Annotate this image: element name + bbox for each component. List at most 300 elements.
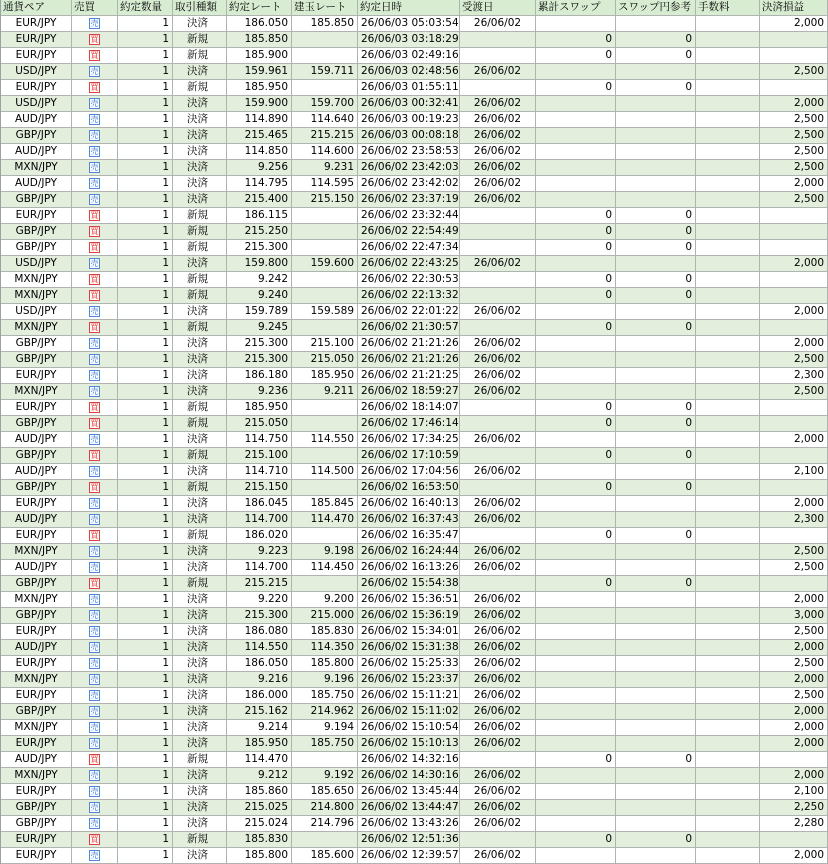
column-header-side[interactable]: 売買	[72, 0, 118, 16]
cell-quantity: 1	[118, 560, 173, 576]
cell-settled-pl: 2,000	[760, 720, 828, 736]
table-row[interactable]	[1, 736, 828, 752]
table-row[interactable]	[1, 544, 828, 560]
sell-badge: 売	[90, 706, 99, 716]
cell-exec-datetime: 26/06/02 15:23:37	[358, 672, 460, 688]
cell-quantity: 1	[118, 512, 173, 528]
cell-exec-rate: 186.020	[227, 528, 292, 544]
cell-trade-type: 決済	[173, 352, 227, 368]
cell-settlement-date: 26/06/02	[460, 544, 536, 560]
cell-fee	[696, 608, 760, 624]
cell-swap-jpy-ref: 0	[616, 32, 696, 48]
cell-accum-swap	[536, 592, 616, 608]
cell-trade-type: 新規	[173, 528, 227, 544]
table-row[interactable]	[1, 752, 828, 768]
table-row[interactable]	[1, 304, 828, 320]
cell-side	[72, 112, 118, 128]
table-row[interactable]	[1, 720, 828, 736]
cell-quantity: 1	[118, 208, 173, 224]
cell-side	[72, 560, 118, 576]
cell-exec-rate: 215.024	[227, 816, 292, 832]
cell-swap-jpy-ref	[616, 384, 696, 400]
table-row[interactable]	[1, 672, 828, 688]
cell-settled-pl: 2,500	[760, 144, 828, 160]
cell-exec-rate: 9.245	[227, 320, 292, 336]
cell-fee	[696, 240, 760, 256]
table-row[interactable]	[1, 576, 828, 592]
cell-side	[72, 336, 118, 352]
cell-swap-jpy-ref: 0	[616, 832, 696, 848]
column-header-currency-pair[interactable]: 通貨ペア	[1, 0, 72, 16]
table-body	[1, 16, 828, 864]
table-row[interactable]	[1, 784, 828, 800]
cell-currency-pair: EUR/JPY	[1, 656, 72, 672]
cell-swap-jpy-ref: 0	[616, 400, 696, 416]
cell-exec-datetime: 26/06/02 16:35:47	[358, 528, 460, 544]
cell-quantity: 1	[118, 704, 173, 720]
sell-badge: 売	[90, 146, 99, 156]
cell-quantity: 1	[118, 128, 173, 144]
cell-quantity: 1	[118, 368, 173, 384]
cell-settled-pl: 2,500	[760, 560, 828, 576]
cell-exec-rate: 186.000	[227, 688, 292, 704]
table-row[interactable]	[1, 144, 828, 160]
cell-currency-pair: MXN/JPY	[1, 768, 72, 784]
cell-exec-datetime: 26/06/02 22:47:34	[358, 240, 460, 256]
cell-exec-datetime: 26/06/02 13:43:26	[358, 816, 460, 832]
cell-accum-swap: 0	[536, 288, 616, 304]
cell-side	[72, 240, 118, 256]
cell-exec-datetime: 26/06/02 12:51:36	[358, 832, 460, 848]
cell-side	[72, 768, 118, 784]
cell-accum-swap: 0	[536, 320, 616, 336]
cell-settlement-date: 26/06/02	[460, 304, 536, 320]
table-row[interactable]	[1, 288, 828, 304]
cell-exec-datetime: 26/06/02 14:30:16	[358, 768, 460, 784]
cell-currency-pair: MXN/JPY	[1, 672, 72, 688]
cell-exec-rate: 185.950	[227, 736, 292, 752]
column-header-accum-swap[interactable]: 累計スワップ	[536, 0, 616, 16]
cell-exec-rate: 186.045	[227, 496, 292, 512]
table-row[interactable]	[1, 464, 828, 480]
column-header-exec-datetime[interactable]: 約定日時	[358, 0, 460, 16]
cell-currency-pair: GBP/JPY	[1, 816, 72, 832]
cell-trade-type: 決済	[173, 64, 227, 80]
cell-position-rate	[292, 320, 358, 336]
cell-position-rate	[292, 448, 358, 464]
cell-accum-swap: 0	[536, 832, 616, 848]
cell-quantity: 1	[118, 256, 173, 272]
cell-exec-datetime: 26/06/02 21:21:26	[358, 352, 460, 368]
cell-quantity: 1	[118, 416, 173, 432]
cell-trade-type: 新規	[173, 576, 227, 592]
cell-side	[72, 368, 118, 384]
table-row[interactable]	[1, 656, 828, 672]
cell-settled-pl	[760, 528, 828, 544]
cell-settled-pl: 2,100	[760, 464, 828, 480]
cell-settled-pl: 2,500	[760, 624, 828, 640]
cell-trade-type: 新規	[173, 448, 227, 464]
table-row[interactable]	[1, 704, 828, 720]
sell-badge: 売	[90, 66, 99, 76]
cell-exec-rate: 215.250	[227, 224, 292, 240]
cell-exec-rate: 215.300	[227, 352, 292, 368]
cell-settlement-date	[460, 448, 536, 464]
table-row[interactable]	[1, 640, 828, 656]
cell-exec-datetime: 26/06/02 15:36:19	[358, 608, 460, 624]
cell-settlement-date	[460, 48, 536, 64]
cell-settled-pl: 2,000	[760, 432, 828, 448]
cell-swap-jpy-ref	[616, 64, 696, 80]
column-header-swap-jpy-ref[interactable]: スワップ円参考	[616, 0, 696, 16]
cell-quantity: 1	[118, 800, 173, 816]
cell-currency-pair: USD/JPY	[1, 304, 72, 320]
cell-settlement-date: 26/06/02	[460, 736, 536, 752]
cell-currency-pair: MXN/JPY	[1, 592, 72, 608]
table-row[interactable]	[1, 16, 828, 32]
cell-exec-rate: 159.800	[227, 256, 292, 272]
cell-trade-type: 新規	[173, 48, 227, 64]
sell-badge: 売	[90, 674, 99, 684]
cell-accum-swap	[536, 176, 616, 192]
cell-exec-datetime: 26/06/03 03:18:29	[358, 32, 460, 48]
cell-exec-rate: 9.212	[227, 768, 292, 784]
table-row[interactable]	[1, 416, 828, 432]
sell-badge: 売	[90, 818, 99, 828]
table-row[interactable]	[1, 224, 828, 240]
cell-exec-datetime: 26/06/03 02:48:56	[358, 64, 460, 80]
cell-quantity: 1	[118, 640, 173, 656]
cell-exec-datetime: 26/06/02 16:40:13	[358, 496, 460, 512]
column-header-trade-type[interactable]: 取引種類	[173, 0, 227, 16]
sell-badge: 売	[90, 18, 99, 28]
cell-exec-rate: 185.950	[227, 400, 292, 416]
cell-settlement-date: 26/06/02	[460, 96, 536, 112]
table-row[interactable]	[1, 176, 828, 192]
sell-badge: 売	[90, 514, 99, 524]
cell-currency-pair: GBP/JPY	[1, 240, 72, 256]
cell-position-rate: 9.198	[292, 544, 358, 560]
cell-quantity: 1	[118, 544, 173, 560]
cell-trade-type: 決済	[173, 592, 227, 608]
cell-currency-pair: EUR/JPY	[1, 736, 72, 752]
cell-settled-pl: 2,280	[760, 816, 828, 832]
cell-trade-type: 決済	[173, 464, 227, 480]
cell-currency-pair: AUD/JPY	[1, 176, 72, 192]
cell-exec-rate: 9.220	[227, 592, 292, 608]
cell-swap-jpy-ref	[616, 768, 696, 784]
table-row[interactable]	[1, 800, 828, 816]
table-row[interactable]	[1, 624, 828, 640]
cell-trade-type: 決済	[173, 496, 227, 512]
cell-exec-rate: 9.236	[227, 384, 292, 400]
table-row[interactable]	[1, 128, 828, 144]
cell-currency-pair: EUR/JPY	[1, 368, 72, 384]
table-row[interactable]	[1, 400, 828, 416]
table-row[interactable]	[1, 32, 828, 48]
cell-swap-jpy-ref: 0	[616, 320, 696, 336]
cell-accum-swap: 0	[536, 528, 616, 544]
buy-badge: 買	[90, 290, 99, 300]
cell-side	[72, 576, 118, 592]
table-row[interactable]	[1, 336, 828, 352]
sell-badge: 売	[90, 434, 99, 444]
cell-quantity: 1	[118, 176, 173, 192]
cell-trade-type: 決済	[173, 720, 227, 736]
cell-settlement-date	[460, 288, 536, 304]
cell-swap-jpy-ref	[616, 256, 696, 272]
table-row[interactable]	[1, 160, 828, 176]
cell-exec-rate: 215.465	[227, 128, 292, 144]
cell-settlement-date: 26/06/02	[460, 688, 536, 704]
cell-fee	[696, 304, 760, 320]
sell-badge: 売	[90, 338, 99, 348]
cell-settlement-date	[460, 272, 536, 288]
table-row[interactable]	[1, 432, 828, 448]
cell-currency-pair: GBP/JPY	[1, 576, 72, 592]
cell-trade-type: 新規	[173, 752, 227, 768]
cell-settlement-date	[460, 32, 536, 48]
cell-exec-rate: 114.795	[227, 176, 292, 192]
table-row[interactable]	[1, 688, 828, 704]
cell-side	[72, 128, 118, 144]
cell-fee	[696, 544, 760, 560]
cell-position-rate: 114.550	[292, 432, 358, 448]
cell-position-rate: 9.231	[292, 160, 358, 176]
cell-position-rate: 215.050	[292, 352, 358, 368]
cell-exec-rate: 159.961	[227, 64, 292, 80]
cell-side	[72, 416, 118, 432]
cell-quantity: 1	[118, 304, 173, 320]
cell-fee	[696, 352, 760, 368]
cell-swap-jpy-ref	[616, 160, 696, 176]
table-row[interactable]	[1, 256, 828, 272]
cell-fee	[696, 16, 760, 32]
column-header-settlement-date[interactable]: 受渡日	[460, 0, 536, 16]
table-row[interactable]	[1, 272, 828, 288]
cell-settled-pl: 2,250	[760, 800, 828, 816]
buy-badge: 買	[90, 50, 99, 60]
cell-position-rate: 185.830	[292, 624, 358, 640]
cell-quantity: 1	[118, 672, 173, 688]
cell-settlement-date: 26/06/02	[460, 192, 536, 208]
cell-quantity: 1	[118, 32, 173, 48]
cell-settlement-date: 26/06/02	[460, 800, 536, 816]
cell-swap-jpy-ref	[616, 688, 696, 704]
table-row[interactable]	[1, 320, 828, 336]
cell-exec-rate: 215.150	[227, 480, 292, 496]
cell-exec-datetime: 26/06/03 00:19:23	[358, 112, 460, 128]
cell-quantity: 1	[118, 624, 173, 640]
table-row[interactable]	[1, 560, 828, 576]
table-row[interactable]	[1, 112, 828, 128]
cell-settlement-date: 26/06/02	[460, 16, 536, 32]
table-row[interactable]	[1, 448, 828, 464]
cell-fee	[696, 496, 760, 512]
cell-exec-datetime: 26/06/02 15:25:33	[358, 656, 460, 672]
cell-settled-pl	[760, 48, 828, 64]
cell-settlement-date: 26/06/02	[460, 720, 536, 736]
cell-position-rate: 9.194	[292, 720, 358, 736]
table-row[interactable]	[1, 592, 828, 608]
cell-exec-rate: 215.162	[227, 704, 292, 720]
cell-position-rate	[292, 224, 358, 240]
sell-badge: 売	[90, 162, 99, 172]
cell-trade-type: 新規	[173, 272, 227, 288]
cell-fee	[696, 560, 760, 576]
cell-settlement-date: 26/06/02	[460, 384, 536, 400]
table-row[interactable]	[1, 480, 828, 496]
cell-quantity: 1	[118, 192, 173, 208]
cell-quantity: 1	[118, 272, 173, 288]
table-row[interactable]	[1, 80, 828, 96]
table-row[interactable]	[1, 352, 828, 368]
cell-settlement-date: 26/06/02	[460, 816, 536, 832]
cell-settlement-date: 26/06/02	[460, 624, 536, 640]
column-header-settled-pl[interactable]: 決済損益	[760, 0, 828, 16]
cell-settlement-date: 26/06/02	[460, 112, 536, 128]
cell-exec-datetime: 26/06/02 14:32:16	[358, 752, 460, 768]
cell-fee	[696, 800, 760, 816]
cell-trade-type: 決済	[173, 336, 227, 352]
cell-quantity: 1	[118, 16, 173, 32]
cell-exec-datetime: 26/06/02 17:34:25	[358, 432, 460, 448]
table-row[interactable]	[1, 768, 828, 784]
cell-trade-type: 決済	[173, 144, 227, 160]
cell-settled-pl: 2,000	[760, 496, 828, 512]
cell-swap-jpy-ref: 0	[616, 480, 696, 496]
cell-trade-type: 決済	[173, 736, 227, 752]
cell-settled-pl: 2,000	[760, 768, 828, 784]
cell-currency-pair: USD/JPY	[1, 64, 72, 80]
cell-exec-rate: 114.750	[227, 432, 292, 448]
buy-badge: 買	[90, 834, 99, 844]
cell-swap-jpy-ref	[616, 352, 696, 368]
table-row[interactable]	[1, 96, 828, 112]
cell-trade-type: 新規	[173, 32, 227, 48]
table-row[interactable]	[1, 384, 828, 400]
cell-swap-jpy-ref: 0	[616, 576, 696, 592]
cell-side	[72, 640, 118, 656]
cell-settlement-date: 26/06/02	[460, 608, 536, 624]
cell-accum-swap: 0	[536, 416, 616, 432]
sell-badge: 売	[90, 786, 99, 796]
cell-quantity: 1	[118, 784, 173, 800]
cell-accum-swap	[536, 560, 616, 576]
table-row[interactable]	[1, 528, 828, 544]
column-header-fee[interactable]: 手数料	[696, 0, 760, 16]
cell-trade-type: 新規	[173, 208, 227, 224]
cell-currency-pair: EUR/JPY	[1, 80, 72, 96]
column-header-quantity[interactable]: 約定数量	[118, 0, 173, 16]
cell-currency-pair: MXN/JPY	[1, 544, 72, 560]
cell-swap-jpy-ref	[616, 624, 696, 640]
cell-fee	[696, 224, 760, 240]
cell-position-rate	[292, 832, 358, 848]
cell-quantity: 1	[118, 688, 173, 704]
cell-exec-rate: 215.300	[227, 336, 292, 352]
cell-side	[72, 96, 118, 112]
table-row[interactable]	[1, 192, 828, 208]
cell-exec-datetime: 26/06/02 15:11:21	[358, 688, 460, 704]
column-header-exec-rate[interactable]: 約定レート	[227, 0, 292, 16]
cell-currency-pair: GBP/JPY	[1, 416, 72, 432]
table-row[interactable]	[1, 816, 828, 832]
cell-position-rate	[292, 752, 358, 768]
cell-exec-rate: 159.900	[227, 96, 292, 112]
cell-quantity: 1	[118, 432, 173, 448]
cell-swap-jpy-ref	[616, 96, 696, 112]
cell-swap-jpy-ref	[616, 816, 696, 832]
cell-accum-swap	[536, 608, 616, 624]
table-row[interactable]	[1, 240, 828, 256]
cell-trade-type: 決済	[173, 704, 227, 720]
cell-fee	[696, 32, 760, 48]
cell-fee	[696, 480, 760, 496]
cell-accum-swap	[536, 464, 616, 480]
cell-currency-pair: GBP/JPY	[1, 704, 72, 720]
cell-accum-swap	[536, 720, 616, 736]
cell-currency-pair: USD/JPY	[1, 96, 72, 112]
cell-accum-swap	[536, 704, 616, 720]
cell-side	[72, 176, 118, 192]
cell-settled-pl: 2,000	[760, 336, 828, 352]
cell-exec-datetime: 26/06/02 22:30:53	[358, 272, 460, 288]
column-header-position-rate[interactable]: 建玉レート	[292, 0, 358, 16]
table-row[interactable]	[1, 368, 828, 384]
cell-swap-jpy-ref: 0	[616, 80, 696, 96]
table-row[interactable]	[1, 832, 828, 848]
table-row[interactable]	[1, 208, 828, 224]
cell-swap-jpy-ref	[616, 304, 696, 320]
cell-position-rate: 159.711	[292, 64, 358, 80]
cell-accum-swap	[536, 768, 616, 784]
cell-quantity: 1	[118, 832, 173, 848]
cell-position-rate	[292, 272, 358, 288]
cell-currency-pair: AUD/JPY	[1, 144, 72, 160]
table-row[interactable]	[1, 608, 828, 624]
cell-currency-pair: GBP/JPY	[1, 352, 72, 368]
sell-badge: 売	[90, 850, 99, 860]
table-row[interactable]	[1, 48, 828, 64]
cell-side	[72, 192, 118, 208]
cell-settlement-date	[460, 240, 536, 256]
buy-badge: 買	[90, 578, 99, 588]
table-row[interactable]	[1, 848, 828, 864]
buy-badge: 買	[90, 226, 99, 236]
cell-exec-datetime: 26/06/02 21:21:26	[358, 336, 460, 352]
cell-exec-datetime: 26/06/02 18:14:07	[358, 400, 460, 416]
cell-accum-swap	[536, 144, 616, 160]
cell-settlement-date: 26/06/02	[460, 464, 536, 480]
sell-badge: 売	[90, 386, 99, 396]
cell-fee	[696, 336, 760, 352]
cell-settled-pl: 2,500	[760, 192, 828, 208]
cell-swap-jpy-ref	[616, 16, 696, 32]
table-row[interactable]	[1, 64, 828, 80]
table-row[interactable]	[1, 512, 828, 528]
table-row[interactable]	[1, 496, 828, 512]
cell-settlement-date: 26/06/02	[460, 352, 536, 368]
cell-settled-pl: 3,000	[760, 608, 828, 624]
cell-position-rate: 185.750	[292, 736, 358, 752]
cell-exec-rate: 114.470	[227, 752, 292, 768]
cell-exec-datetime: 26/06/03 05:03:54	[358, 16, 460, 32]
cell-settlement-date: 26/06/02	[460, 592, 536, 608]
cell-settlement-date	[460, 528, 536, 544]
cell-settled-pl: 2,500	[760, 352, 828, 368]
cell-settlement-date	[460, 80, 536, 96]
